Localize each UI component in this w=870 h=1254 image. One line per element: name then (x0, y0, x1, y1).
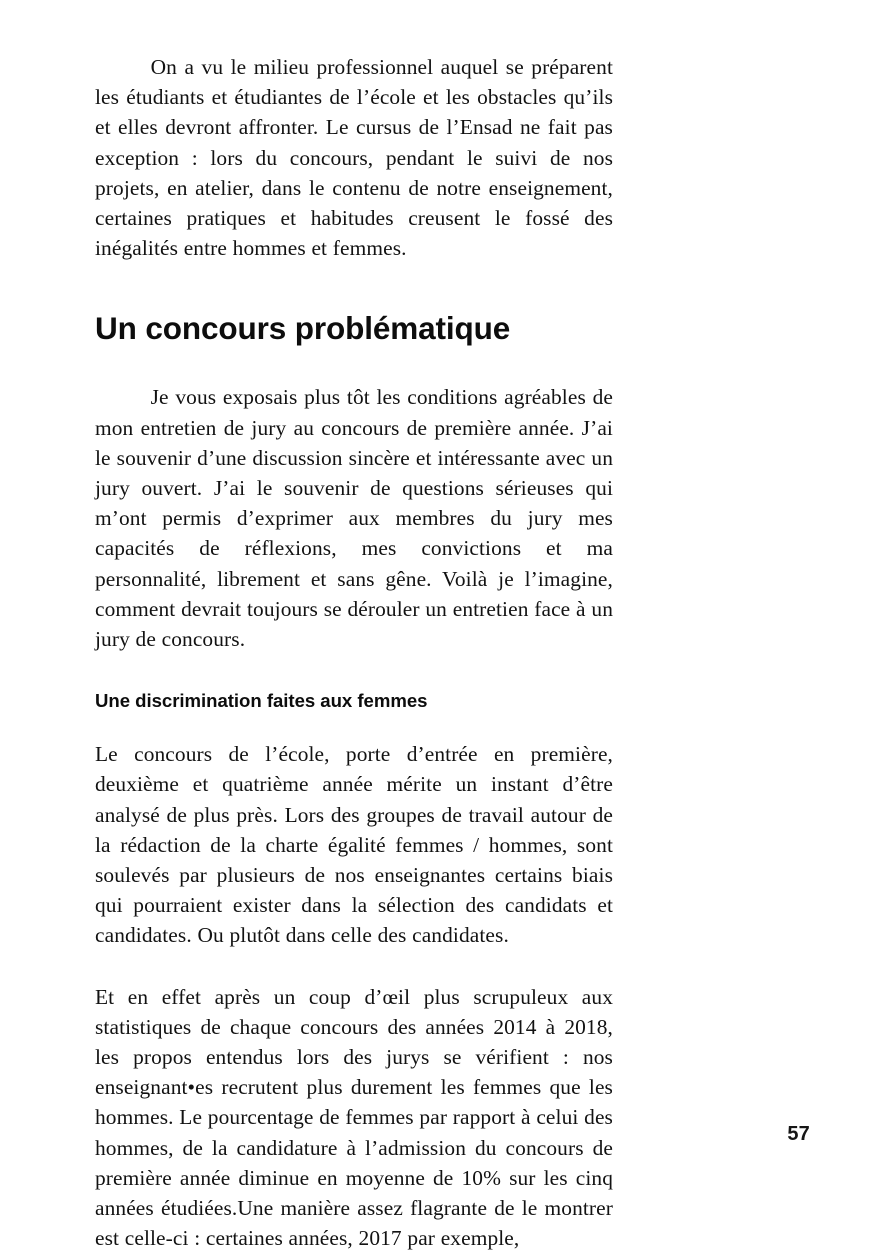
page-number: 57 (787, 1123, 810, 1145)
page-text-block (95, 52, 613, 1254)
paragraph-concours-analyse: Le concours de l’école, porte d’entrée en première, deuxième et quatrième année mérite un instant d’être analysé de plus près. Lors des groupes de travail autour de la rédaction de la charte égalité femmes / hommes, sont soulevés par plusieurs de nos enseignantes certains biais qui pourraient exister dans la sélection des candidats et candidates. Ou plutôt dans celle des candidates. (95, 742, 613, 948)
spacer-before-heading (95, 263, 613, 310)
spacer-before-subheading (95, 654, 613, 689)
paragraph-intro: On a vu le milieu professionnel auquel se préparent les étudiants et étudiantes de l’école et les obstacles qu’ils et elles devront affronter. Le cursus de l’Ensad ne fait pas exception : lors du concours, pendant le suivi de nos projets, en atelier, dans le contenu de notre enseignement, certaines pratiques et habitudes creusent le fossé des inégalités entre hommes et femmes. (95, 55, 613, 261)
spacer-after-subheading (95, 713, 613, 739)
paragraph-statistiques: Et en effet après un coup d’œil plus scrupuleux aux statistiques de chaque concours des années 2014 à 2018, les propos entendus lors des jurys se vérifient : nos enseignant•es recrutent plus durement les femmes que les hommes. Le pourcentage de femmes par rapport à celui des hommes, de la candidature à l’admission du concours de première année diminue en moyenne de 10% sur les cinq années étudiées.Une manière assez flagrante de le montrer est celle-ci : certaines années, 2017 par exemple, (95, 984, 613, 1251)
section-heading-un-concours-problematique: Un concours problématique (95, 310, 511, 347)
subheading-une-discrimination-faites-aux-femmes: Une discrimination faites aux femmes (95, 690, 428, 712)
spacer-after-heading (95, 346, 613, 382)
spacer-between-paragraphs (95, 951, 613, 982)
paragraph-jury-souvenir: Je vous exposais plus tôt les conditions agréables de mon entretien de jury au concours de première année. J’ai le souvenir d’une discussion sincère et intéressante avec un jury ouvert. J’ai le souvenir de questions sérieuses qui m’ont permis d’exprimer aux membres du jury mes capacités de réflexions, mes convictions et ma personnalité, librement et sans gêne. Voilà je l’imagine, comment devrait toujours se dérouler un entretien face à un jury de concours. (95, 385, 613, 652)
